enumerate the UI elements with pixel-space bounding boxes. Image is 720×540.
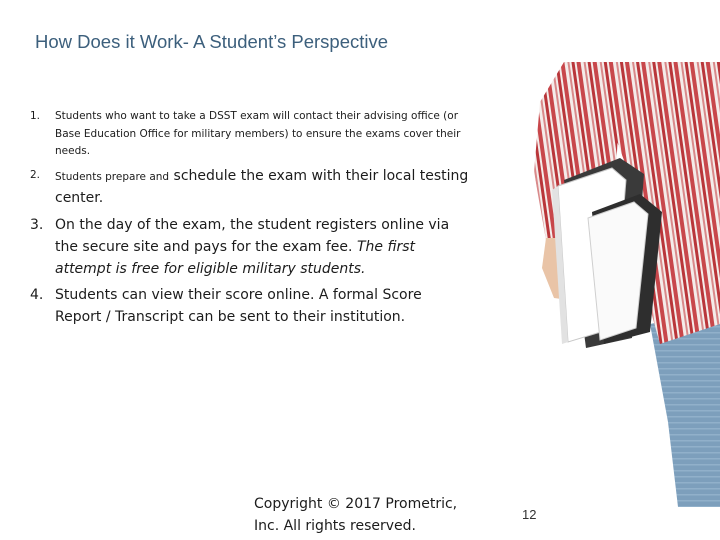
list-item <box>30 284 470 328</box>
step-text-small: Students prepare and <box>55 171 170 183</box>
step-text: On the day of the exam, the student registers online via the secure site and pays for the exam fee. <box>55 217 450 255</box>
student-with-books-image <box>528 62 720 507</box>
step-number: 3. <box>30 217 44 233</box>
page-number: 12 <box>522 507 537 522</box>
step-text: Students can view their score online. A formal Score Report / Transcript can be sent to their institution. <box>55 287 422 325</box>
copyright-notice: Copyright © 2017 Prometric, Inc. All rights reserved. <box>254 496 458 534</box>
step-text-italic: The first attempt is free for eligible military students. <box>55 239 416 277</box>
list-item <box>30 108 470 161</box>
list-item <box>30 214 470 280</box>
step-text: Students who want to take a DSST exam will contact their advising office (or Base Education Office for military members) to ensure the exams cover their needs. <box>55 110 461 157</box>
step-number: 4. <box>30 287 44 303</box>
step-number: 1. <box>30 110 41 122</box>
step-number: 2. <box>30 169 41 181</box>
slide-title: How Does it Work- A Student’s Perspective <box>35 31 389 52</box>
step-text: schedule the exam with their local testing center. <box>55 168 469 206</box>
list-item <box>30 165 470 209</box>
